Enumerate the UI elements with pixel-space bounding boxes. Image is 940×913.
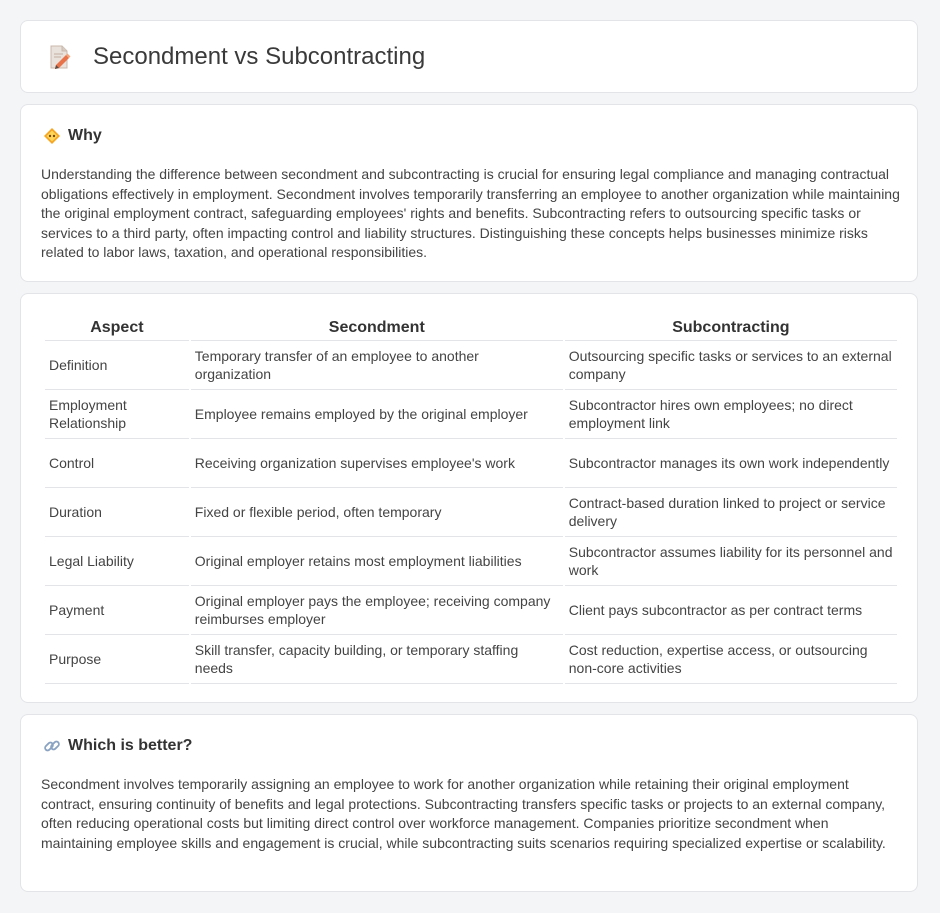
subcontracting-cell: Subcontractor manages its own work independently bbox=[565, 439, 897, 488]
header-secondment: Secondment bbox=[191, 316, 563, 341]
aspect-cell: Legal Liability bbox=[45, 537, 189, 586]
better-text: Secondment involves temporarily assigning an employee to work for another organization while retaining their original employment contract, ensuring continuity of benefits and legal protections. Subcontracting transfers specific tasks or projects to an external company, often reducing operational costs but limiting direct control over workforce management. Companies prioritize secondment when maintaining employee skills and engagement is crucial, while subcontracting suits scenarios requiring specialized expertise or scalability. bbox=[41, 776, 886, 851]
link-icon bbox=[43, 737, 61, 755]
diamond-warning-icon bbox=[43, 127, 61, 145]
comparison-table bbox=[43, 316, 899, 684]
aspect-cell: Control bbox=[45, 439, 189, 488]
why-text: Understanding the difference between secondment and subcontracting is crucial for ensuring legal compliance and managing contractual obligations effectively in employment. Secondment involves temporarily transferring an employee to another organization while maintaining the original employment contract, safeguarding employees' rights and benefits. Subcontracting refers to outsourcing specific tasks or services to a third party, often impacting control and liability structures. Distinguishing these concepts helps businesses minimize risks related to labor laws, taxation, and operational responsibilities. bbox=[41, 166, 900, 260]
document-pencil-icon bbox=[45, 43, 73, 71]
aspect-cell: Employment Relationship bbox=[45, 390, 189, 439]
header-subcontracting: Subcontracting bbox=[565, 316, 897, 341]
secondment-cell: Skill transfer, capacity building, or temporary staffing needs bbox=[191, 635, 563, 684]
table-row bbox=[45, 488, 897, 537]
better-heading bbox=[43, 737, 192, 755]
title-row bbox=[45, 41, 425, 73]
table-row bbox=[45, 635, 897, 684]
secondment-cell: Original employer retains most employment liabilities bbox=[191, 537, 563, 586]
subcontracting-cell: Cost reduction, expertise access, or outsourcing non-core activities bbox=[565, 635, 897, 684]
aspect-cell: Definition bbox=[45, 341, 189, 390]
subcontracting-cell: Contract-based duration linked to project or service delivery bbox=[565, 488, 897, 537]
which-is-better-card bbox=[20, 714, 918, 892]
header-card bbox=[20, 20, 918, 93]
secondment-cell: Temporary transfer of an employee to another organization bbox=[191, 341, 563, 390]
aspect-cell: Purpose bbox=[45, 635, 189, 684]
subcontracting-cell: Client pays subcontractor as per contract terms bbox=[565, 586, 897, 635]
why-card bbox=[20, 104, 918, 282]
better-title: Which is better? bbox=[68, 737, 193, 754]
table-row bbox=[45, 439, 897, 488]
table-row bbox=[45, 537, 897, 586]
secondment-cell: Employee remains employed by the original employer bbox=[191, 390, 563, 439]
aspect-cell: Payment bbox=[45, 586, 189, 635]
table-row bbox=[45, 341, 897, 390]
why-heading bbox=[43, 127, 102, 145]
subcontracting-cell: Subcontractor hires own employees; no direct employment link bbox=[565, 390, 897, 439]
subcontracting-cell: Outsourcing specific tasks or services to an external company bbox=[565, 341, 897, 390]
why-title: Why bbox=[68, 127, 102, 144]
secondment-cell: Fixed or flexible period, often temporary bbox=[191, 488, 563, 537]
secondment-cell: Original employer pays the employee; receiving company reimburses employer bbox=[191, 586, 563, 635]
table-row bbox=[45, 390, 897, 439]
page-title: Secondment vs Subcontracting bbox=[93, 43, 426, 70]
secondment-cell: Receiving organization supervises employee's work bbox=[191, 439, 563, 488]
subcontracting-cell: Subcontractor assumes liability for its personnel and work bbox=[565, 537, 897, 586]
comparison-table-card bbox=[20, 293, 918, 703]
header-aspect: Aspect bbox=[45, 316, 189, 341]
table-header-row bbox=[45, 316, 897, 341]
aspect-cell: Duration bbox=[45, 488, 189, 537]
table-row bbox=[45, 586, 897, 635]
